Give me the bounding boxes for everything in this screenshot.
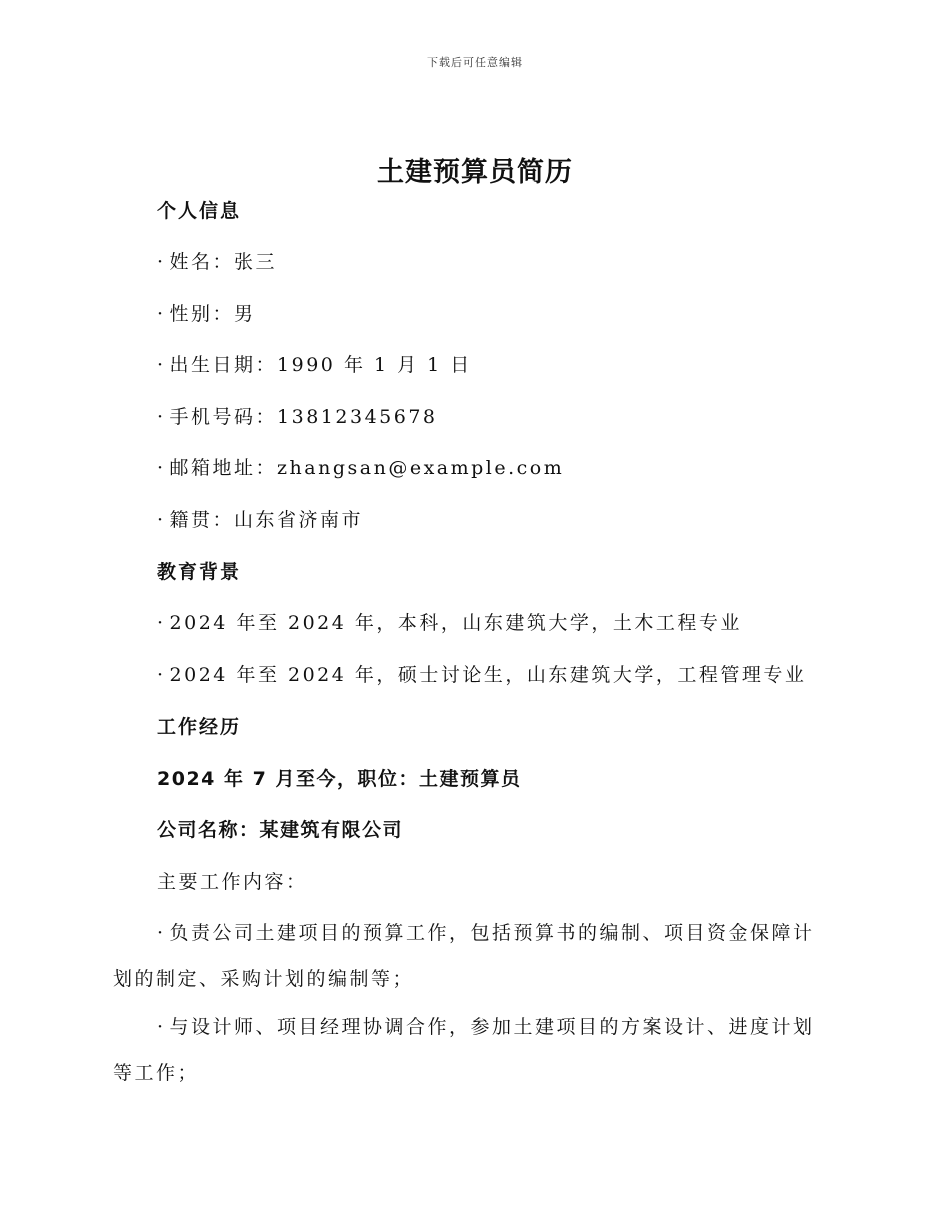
personal-item-email xyxy=(157,455,564,481)
personal-item-hometown xyxy=(157,507,363,533)
work-company: 公司名称：某建筑有限公司 xyxy=(157,819,404,841)
personal-item-text: 籍贯：山东省济南市 xyxy=(169,509,364,531)
education-item-master xyxy=(157,662,806,688)
bullet-marker: · xyxy=(157,664,166,686)
education-item-text: 2024 年至 2024 年，本科，山东建筑大学，土木工程专业 xyxy=(169,612,742,634)
personal-item-name xyxy=(157,249,277,275)
section-heading-education: 教育背景 xyxy=(157,561,242,583)
bullet-marker: · xyxy=(157,251,166,273)
work-duty-text: 与设计师、项目经理协调合作，参加土建项目的方案设计、进度计划等工作； xyxy=(113,1016,815,1084)
section-heading-personal: 个人信息 xyxy=(157,200,242,222)
bullet-marker: · xyxy=(157,354,166,376)
personal-item-text: 手机号码：13812345678 xyxy=(169,406,438,428)
page-header-note: 下载后可任意编辑 xyxy=(427,56,523,69)
work-duty-text: 负责公司土建项目的预算工作，包括预算书的编制、项目资金保障计划的制定、采购计划的编制等； xyxy=(113,922,815,990)
bullet-marker: · xyxy=(157,406,166,428)
section-heading-work: 工作经历 xyxy=(157,716,242,738)
bullet-marker: · xyxy=(157,457,166,479)
work-duty-item xyxy=(113,910,823,1002)
personal-item-birthdate xyxy=(157,352,472,378)
personal-item-gender xyxy=(157,301,256,327)
personal-item-text: 姓名：张三 xyxy=(169,251,278,273)
bullet-marker: · xyxy=(157,922,166,944)
document-title: 土建预算员简历 xyxy=(377,157,573,188)
education-item-bachelor xyxy=(157,610,742,636)
personal-item-text: 性别：男 xyxy=(169,303,256,325)
bullet-marker: · xyxy=(157,612,166,634)
bullet-marker: · xyxy=(157,1016,166,1038)
bullet-marker: · xyxy=(157,509,166,531)
work-duties-label: 主要工作内容： xyxy=(157,871,308,893)
education-item-text: 2024 年至 2024 年，硕士讨论生，山东建筑大学，工程管理专业 xyxy=(169,664,807,686)
work-duty-item xyxy=(113,1004,823,1096)
personal-item-phone xyxy=(157,404,438,430)
personal-item-text: 出生日期：1990 年 1 月 1 日 xyxy=(169,354,472,376)
personal-item-text: 邮箱地址：zhangsan@example.com xyxy=(169,457,565,479)
bullet-marker: · xyxy=(157,303,166,325)
work-period-position: 2024 年 7 月至今，职位：土建预算员 xyxy=(157,768,522,790)
